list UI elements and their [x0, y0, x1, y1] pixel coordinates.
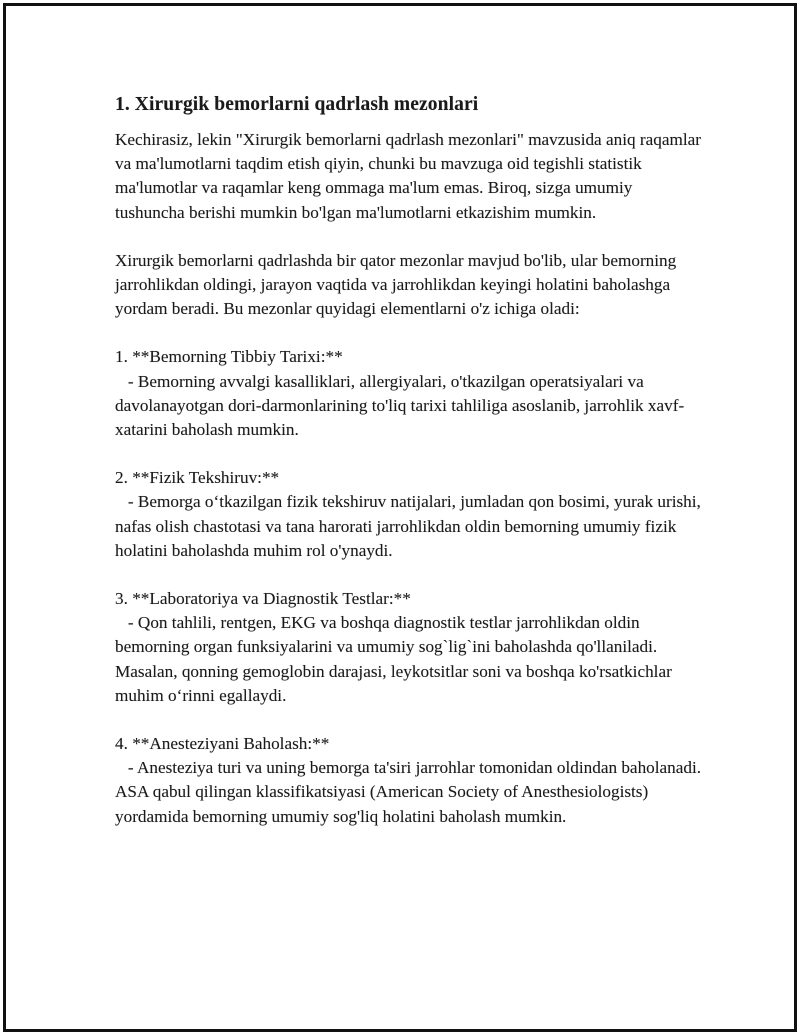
- criteria-paragraph: Xirurgik bemorlarni qadrlashda bir qator mezonlar mavjud bo'lib, ular bemorning jarrohlikdan oldingi, jarayon vaqtida va jarrohlikdan keyingi holatini baholashga yordam beradi. Bu mezonlar quyidagi elementlarni o'z ichiga oladi:: [115, 250, 677, 319]
- list-item-text: - Bemorga o‘tkazilgan fizik tekshiruv natijalari, jumladan qon bosimi, yurak urishi, nafas olish chastotasi va tana harorati jarrohlikdan oldin bemorning umumiy fizik holatini baholashda muhim rol o'ynaydi.: [115, 492, 701, 560]
- document-title: 1. Xirurgik bemorlarni qadrlash mezonlari: [115, 94, 479, 115]
- list-item-text: - Bemorning avvalgi kasalliklari, allergiyalari, o'tkazilgan operatsiyalari va davolanayotgan dori-darmonlarining to'liq tarixi tahliliga asoslanib, jarrohlik xavf-xatarini baholash mumkin.: [115, 371, 685, 440]
- intro-paragraph: Kechirasiz, lekin "Xirurgik bemorlarni qadrlash mezonlari" mavzusida aniq raqamlar va ma'lumotlarni taqdim etish qiyin, chunki bu mavzuga oid tegishli statistik ma'lumotlar va raqamlar keng ommaga ma'lum emas. Biroq, sizga umumiy tushuncha berishi mumkin bo'lgan ma'lumotlarni etkazishim mumkin.: [115, 130, 701, 222]
- list-item-heading: 3. **Laboratoriya va Diagnostik Testlar:**: [115, 589, 411, 609]
- document-body: [115, 92, 705, 853]
- list-item-heading: 2. **Fizik Tekshiruv:**: [115, 468, 280, 488]
- list-item-text: - Qon tahlili, rentgen, EKG va boshqa diagnostik testlar jarrohlikdan oldin bemorning organ funksiyalarini va umumiy sog`lig`ini baholashda qo'llaniladi. Masalan, qonning gemoglobin darajasi, leykotsitlar soni va boshqa ko'rsatkichlar muhim o‘rinni egallaydi.: [115, 613, 672, 705]
- list-item-physical-exam: [115, 466, 705, 563]
- list-item-medical-history: [115, 345, 705, 442]
- list-item-heading: 1. **Bemorning Tibbiy Tarixi:**: [115, 347, 343, 367]
- list-item-anesthesia: [115, 732, 705, 829]
- list-item-text: - Anesteziya turi va uning bemorga ta'siri jarrohlar tomonidan oldindan baholanadi. ASA qabul qilingan klassifikatsiyasi (American Society of Anesthesiologists) yordamida bemorning umumiy sog'liq holatini baholash mumkin.: [115, 758, 702, 826]
- list-item-lab-tests: [115, 587, 705, 708]
- list-item-heading: 4. **Anesteziyani Baholash:**: [115, 734, 330, 754]
